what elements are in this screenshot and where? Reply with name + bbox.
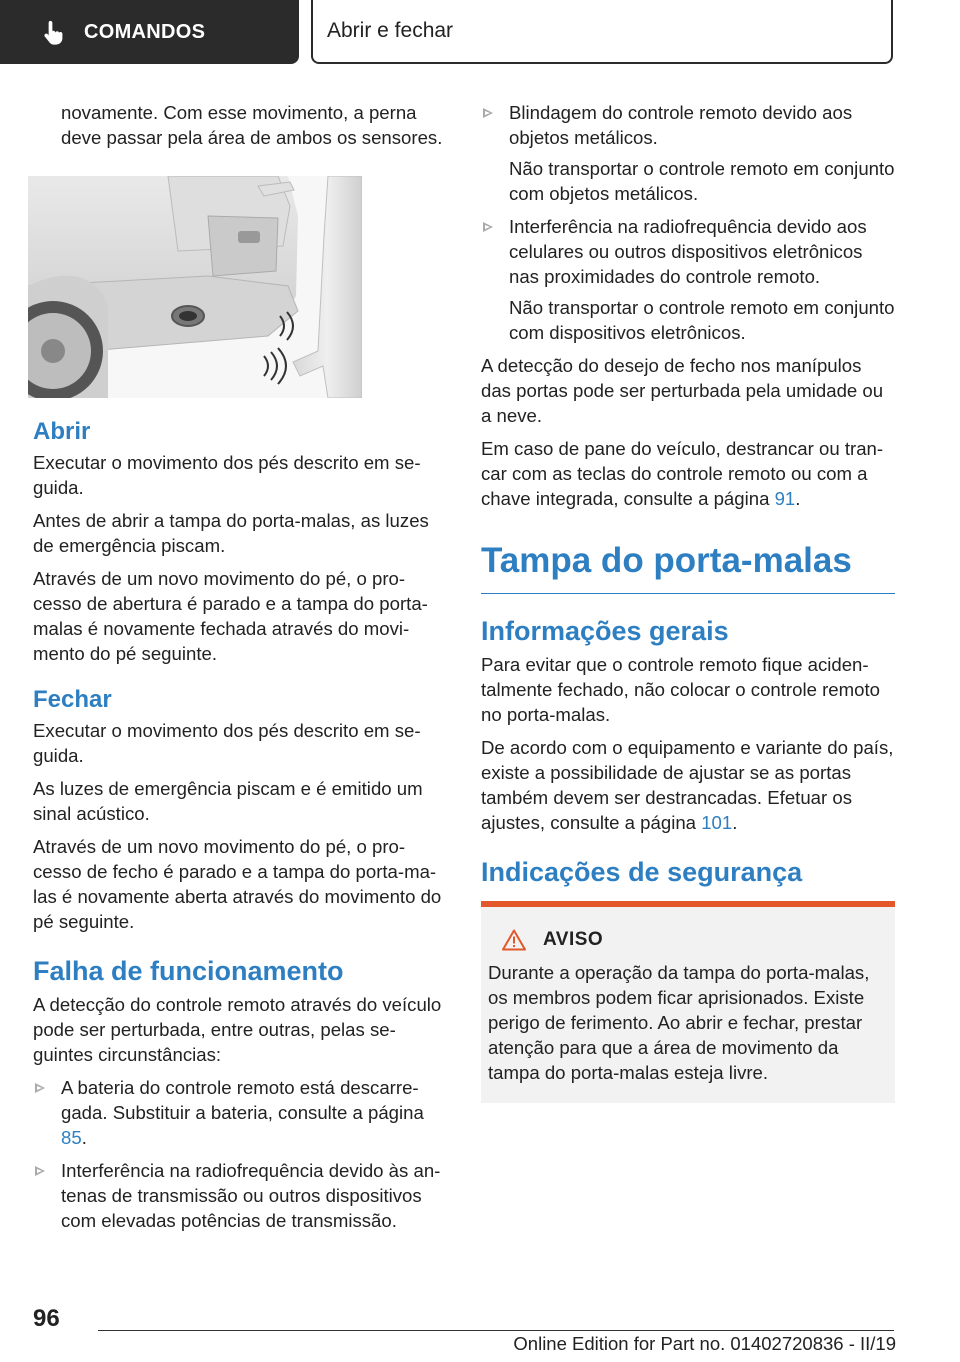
list-item-note: Não transportar o controle remoto em conjunto com objetos metálicos. xyxy=(509,158,895,204)
hand-pointer-icon xyxy=(40,18,68,46)
section-title: COMANDOS xyxy=(84,20,206,43)
page-link-91[interactable]: 91 xyxy=(774,488,796,509)
heading-tampa: Tampa do porta-malas xyxy=(481,539,895,594)
list-item: A bateria do controle remoto está descarregada. Substituir a bateria, consulte a página 85. xyxy=(33,1075,447,1150)
falha-list xyxy=(33,1075,447,1233)
page-footer xyxy=(0,1300,960,1362)
page-number: 96 xyxy=(33,1305,60,1332)
abrir-paragraph-1: Executar o movimento dos pés descrito em seguida. xyxy=(33,452,421,498)
info-paragraph-1: Para evitar que o controle remoto fique acidentalmente fechado, não colocar o controle remoto no porta-malas. xyxy=(481,654,880,725)
chapter-title: Abrir e fechar xyxy=(327,19,454,42)
interference-list xyxy=(481,100,895,345)
car-rear-illustration xyxy=(28,176,362,398)
list-item: Blindagem do controle remoto devido aos objetos metálicos. Não transportar o controle remoto em conjunto com objetos metálicos. xyxy=(481,100,895,206)
triangle-bullet-icon xyxy=(35,1166,45,1176)
fechar-paragraph-2: As luzes de emergência piscam e é emitido um sinal acústico. xyxy=(33,778,423,824)
abrir-paragraph-3: Através de um novo movimento do pé, o processo de abertura é parado e a tampa do porta-malas é novamente fechada através do movimento do pé seguinte. xyxy=(33,568,428,664)
right-column xyxy=(481,100,895,1103)
warning-header xyxy=(502,927,888,952)
warning-box xyxy=(481,901,895,1103)
heading-abrir: Abrir xyxy=(33,418,91,445)
list-item-note: Não transportar o controle remoto em conjunto com dispositivos eletrônicos. xyxy=(509,297,895,343)
chapter-tab xyxy=(311,0,893,64)
triangle-bullet-icon xyxy=(483,222,493,232)
footer-divider xyxy=(98,1330,894,1331)
door-handle-paragraph: A detecção do desejo de fecho nos manípulos das portas pode ser perturbada pela umidade ou a neve. xyxy=(481,355,884,426)
trunk-foot-sensor-illustration xyxy=(28,176,362,398)
warning-label: AVISO xyxy=(543,929,604,950)
info-paragraph-2: De acordo com o equipamento e variante do país, existe a possibilidade de ajustar se as portas também devem ser destrancadas. Efetuar os ajustes, consulte a página 101. xyxy=(481,737,894,833)
heading-falha: Falha de funcionamento xyxy=(33,956,344,986)
heading-informacoes: Informações gerais xyxy=(481,616,729,646)
page-link-85[interactable]: 85 xyxy=(61,1127,82,1148)
heading-seguranca: Indicações de segurança xyxy=(481,857,803,887)
triangle-bullet-icon xyxy=(35,1083,45,1093)
list-item: Interferência na radiofrequência devido aos celulares ou outros dispositivos eletrônicos nas proximidades do controle remoto. Não transportar o controle remoto em conjunto com dispositivos eletrônicos. xyxy=(481,214,895,345)
heading-fechar: Fechar xyxy=(33,686,112,713)
warning-triangle-icon xyxy=(502,929,526,951)
left-column xyxy=(33,100,447,1241)
breakdown-paragraph: Em caso de pane do veículo, destrancar ou trancar com as teclas do controle remoto ou com a chave integrada, consulte a página 91. xyxy=(481,438,884,509)
fechar-paragraph-3: Através de um novo movimento do pé, o processo de fecho é parado e a tampa do porta-malas é novamente aberta através do movimento do pé seguinte. xyxy=(33,836,442,932)
warning-text: Durante a operação da tampa do porta-malas, os membros podem ficar aprisionados. Existe perigo de ferimento. Ao abrir e fechar, prestar atenção para que a área de movimento da tampa do porta-malas esteja livre. xyxy=(488,962,870,1083)
page-header xyxy=(0,0,960,66)
fechar-paragraph-1: Executar o movimento dos pés descrito em seguida. xyxy=(33,720,421,766)
abrir-paragraph-2: Antes de abrir a tampa do porta-malas, as luzes de emergência piscam. xyxy=(33,510,429,556)
section-tab xyxy=(0,0,299,64)
list-item: Interferência na radiofrequência devido às antenas de transmissão ou outros dispositivos com elevadas potências de transmissão. xyxy=(33,1158,447,1233)
intro-paragraph: novamente. Com esse movimento, a perna deve passar pela área de ambos os sensores. xyxy=(61,102,443,148)
triangle-bullet-icon xyxy=(483,108,493,118)
falha-paragraph: A detecção do controle remoto através do veículo pode ser perturbada, entre outras, pelas seguintes circunstâncias: xyxy=(33,994,442,1065)
page-link-101[interactable]: 101 xyxy=(701,812,733,833)
edition-text: Online Edition for Part no. 01402720836 - II/19 xyxy=(513,1333,896,1354)
